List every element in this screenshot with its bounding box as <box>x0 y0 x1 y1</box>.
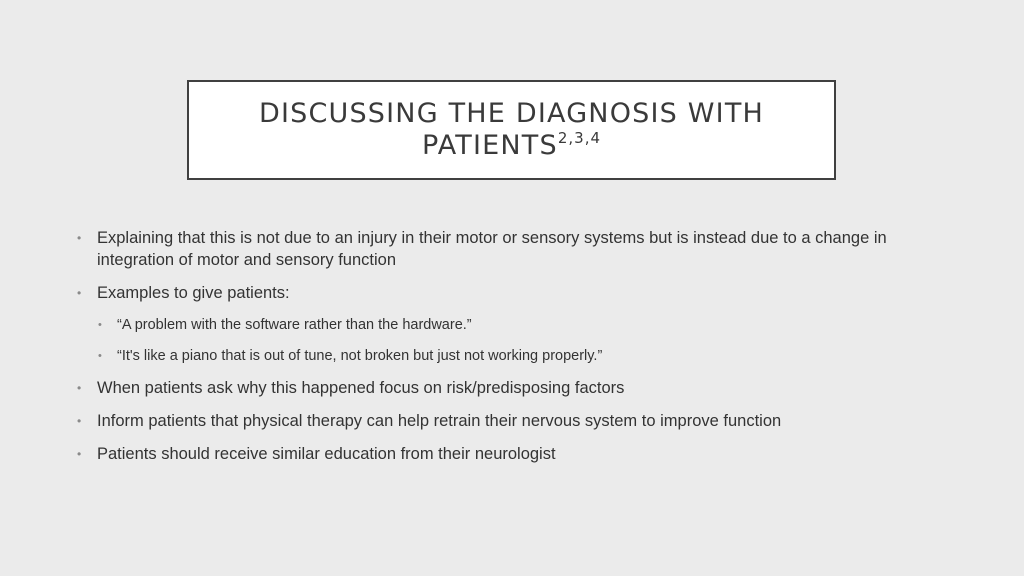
slide-title-line-2 <box>422 130 601 162</box>
bullet-dot-icon: • <box>77 414 82 428</box>
slide-title-word: PATIENTS <box>421 130 558 161</box>
bullet-dot-icon: • <box>77 447 82 461</box>
bullet-text: Explaining that this is not due to an injury in their motor or sensory systems but is instead due to a change in integration of motor and sensory function <box>97 229 887 269</box>
bullet-list <box>74 227 954 476</box>
bullet-dot-icon: • <box>98 350 102 362</box>
sub-bullet-text: “It's like a piano that is out of tune, not broken but just not working properly.” <box>117 348 603 364</box>
bullet-dot-icon: • <box>77 231 82 245</box>
citation-superscript: 2,3,4 <box>557 129 602 147</box>
bullet-text: Examples to give patients: <box>97 284 290 302</box>
bullet-item <box>74 282 954 304</box>
bullet-dot-icon: • <box>98 319 102 331</box>
bullet-dot-icon: • <box>77 286 82 300</box>
bullet-item <box>74 377 954 399</box>
sub-bullet-item <box>74 315 954 335</box>
sub-bullet-item <box>74 346 954 366</box>
bullet-text: Patients should receive similar education from their neurologist <box>97 445 556 463</box>
title-box <box>187 80 836 180</box>
sub-bullet-text: “A problem with the software rather than the hardware.” <box>117 317 472 333</box>
bullet-text: Inform patients that physical therapy can help retrain their nervous system to improve function <box>97 412 782 430</box>
bullet-item <box>74 443 954 465</box>
bullet-text: When patients ask why this happened focus on risk/predisposing factors <box>97 379 625 397</box>
bullet-item <box>74 410 954 432</box>
bullet-dot-icon: • <box>77 381 82 395</box>
slide-title-line-1: DISCUSSING THE DIAGNOSIS WITH <box>258 98 765 129</box>
bullet-item <box>74 227 954 271</box>
